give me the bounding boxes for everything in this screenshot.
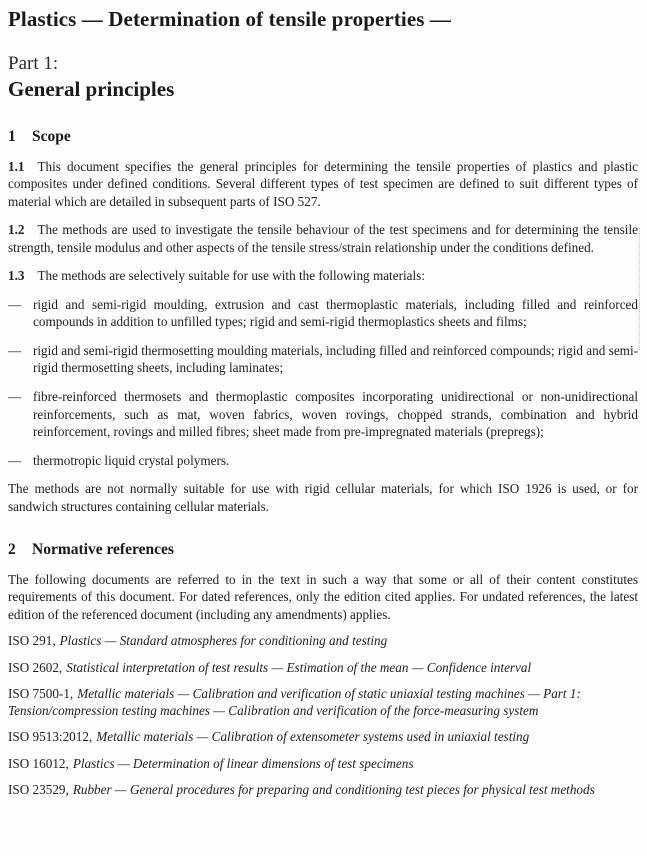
- paragraph-1-3: [8, 267, 638, 285]
- materials-bullet-2-text: rigid and semi-rigid thermosetting moulding materials, including filled and reinforced compounds; rigid and semi-rigid thermosetting sheets, including laminates;: [33, 342, 638, 376]
- reference-code: ISO 9513:2012,: [8, 729, 93, 745]
- reference-iso-9513: [8, 728, 638, 745]
- paragraph-1-1-text: This document specifies the general principles for determining the tensile properties of plastics and plastic composites under defined conditions. Several different types of test specimen are defined to suit different types of material which are detailed in subsequent parts of ISO 527.: [8, 158, 638, 209]
- reference-code: ISO 291,: [8, 633, 56, 649]
- materials-bullet-4: [8, 452, 638, 470]
- reference-iso-16012: [8, 755, 638, 772]
- reference-iso-2602: [8, 659, 638, 676]
- bullet-dash: —: [8, 389, 22, 405]
- section-2-number: 2: [8, 541, 16, 559]
- document-part-line: Part 1:: [8, 53, 59, 75]
- section-1-number: 1: [8, 128, 16, 146]
- section-2-heading: [8, 540, 638, 559]
- materials-bullet-1: [8, 296, 638, 331]
- reference-code: ISO 16012,: [8, 755, 69, 771]
- paragraph-1-3-text: The methods are selectively suitable for use with the following materials:: [37, 268, 425, 284]
- paragraph-1-2-text: The methods are used to investigate the tensile behaviour of the test specimens and for determining the tensile strength, tensile modulus and other aspects of the tensile stress/strain relationship under the conditions defined.: [8, 222, 638, 255]
- paragraph-1-2-number: 1.2: [8, 222, 25, 238]
- scan-edge-artifact: [639, 228, 640, 350]
- materials-bullet-4-text: thermotropic liquid crystal polymers.: [33, 452, 230, 468]
- materials-bullet-2: [8, 342, 638, 377]
- section-1-heading: [8, 127, 638, 146]
- reference-iso-23529: [8, 781, 638, 798]
- normative-references-intro: The following documents are referred to in the text in such a way that some or all of their content constitutes requirements of this document. For dated references, only the edition cited applies. For undated references, the latest edition of the referenced document (including any amendments) applies.: [8, 571, 638, 622]
- materials-bullet-3: [8, 388, 638, 441]
- bullet-dash: —: [8, 452, 22, 468]
- reference-code: ISO 2602,: [8, 659, 63, 675]
- reference-code: ISO 7500-1,: [8, 685, 74, 701]
- paragraph-1-2: [8, 221, 638, 256]
- reference-title: Rubber — General procedures for preparing and conditioning test pieces for physical test methods: [72, 782, 595, 797]
- reference-iso-291: [8, 632, 638, 649]
- reference-title: Metallic materials — Calibration and verification of static uniaxial testing machines — Part 1: Tension/compression testing machines — Calibration and verification of the force-measuring system: [8, 685, 581, 719]
- reference-title: Plastics — Determination of linear dimensions of test specimens: [72, 755, 414, 771]
- materials-bullet-3-text: fibre-reinforced thermosets and thermoplastic composites incorporating unidirectional or non-unidirectional reinforcements, such as mat, woven fabrics, woven rovings, chopped strands, combination and hybrid reinforcement, rovings and milled fibres; sheet made from pre-impregnated materials (prepregs);: [33, 389, 638, 440]
- section-2-title: Normative references: [32, 541, 174, 559]
- reference-iso-7500-1: [8, 685, 638, 720]
- reference-title: Plastics — Standard atmospheres for conditioning and testing: [59, 633, 388, 649]
- bullet-dash: —: [8, 342, 22, 358]
- reference-code: ISO 23529,: [8, 782, 69, 797]
- paragraph-1-3-number: 1.3: [8, 268, 25, 284]
- bullet-dash: —: [8, 296, 22, 312]
- scope-closing-paragraph: The methods are not normally suitable for use with rigid cellular materials, for which ISO 1926 is used, or for sandwich structures containing cellular materials.: [8, 481, 638, 514]
- reference-title: Statistical interpretation of test results — Estimation of the mean — Confidence interval: [66, 659, 532, 675]
- reference-title: Metallic materials — Calibration of extensometer systems used in uniaxial testing: [96, 729, 530, 745]
- materials-bullet-1-text: rigid and semi-rigid moulding, extrusion and cast thermoplastic materials, including filled and reinforced compounds in addition to unfilled types; rigid and semi-rigid thermoplastics sheets and films;: [33, 296, 638, 330]
- paragraph-1-1: [8, 158, 638, 211]
- document-title: Plastics — Determination of tensile properties —: [8, 7, 452, 31]
- paragraph-1-1-number: 1.1: [8, 158, 25, 174]
- document-subtitle: General principles: [8, 76, 175, 101]
- section-1-title: Scope: [32, 128, 71, 146]
